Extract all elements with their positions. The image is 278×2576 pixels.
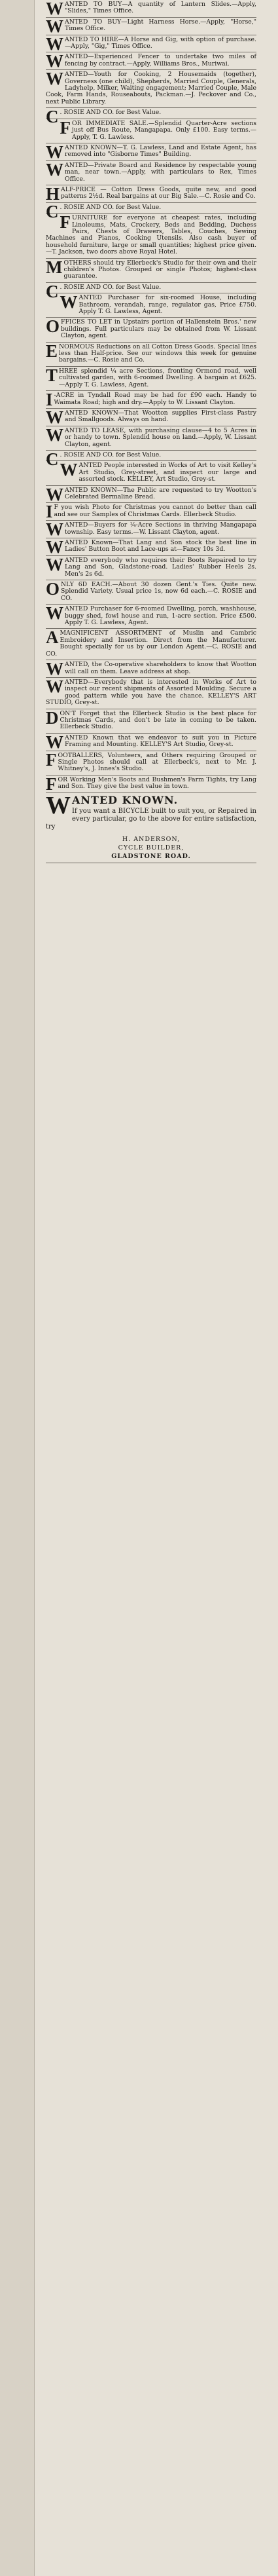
classified-ad — [46, 214, 256, 258]
ad-body: ANTED KNOWN—T. G. Lawless, Land and Estate Agent, has removed into "Gisborne Times" Building. — [65, 143, 256, 159]
classified-ad — [46, 409, 256, 426]
ad-body: ANTED TO BUY—A quantity of Lantern Slides.—Apply, "Slides," Times Office. — [65, 1, 256, 15]
classified-ad — [46, 343, 256, 367]
ad-text — [46, 732, 256, 752]
ad-text — [46, 749, 256, 773]
classified-ad — [46, 660, 256, 678]
ad-drop-cap: W — [46, 519, 63, 540]
ad-body: ANTED Known—That Lang and Son stock the best line in Ladies' Button Boot and Lace-ups at—Fancy 10s 3d. — [65, 539, 256, 553]
classified-ad — [46, 259, 256, 283]
classified-ad — [46, 605, 256, 629]
ad-drop-cap: E — [46, 341, 58, 361]
final-ad-signature-trade: CYCLE BUILDER, — [118, 844, 184, 851]
ad-drop-cap: W — [46, 732, 63, 752]
classified-ad — [46, 70, 256, 108]
ad-body: NLY 6D EACH.—About 30 dozen Gent.'s Ties. Quite new. Splendid Variety. Usual price 1s, now 6d each.—C. ROSIE and CO. — [61, 581, 256, 602]
classified-ad — [46, 709, 256, 734]
ad-text — [46, 659, 256, 679]
ad-body: NORMOUS Reductions on all Cotton Dress Goods. Special lines less than Half-price. See our windows this week for genuine bargains.—C. Rosie and Co. — [59, 343, 256, 364]
final-ad-signature-name: H. ANDERSON, — [122, 835, 181, 843]
ad-text — [46, 159, 256, 183]
classified-ad — [46, 486, 256, 504]
ad-text — [46, 201, 256, 221]
classified-ad — [46, 143, 256, 161]
classified-ad — [46, 391, 256, 409]
ad-text — [46, 502, 256, 522]
ad-body: F you wish Photo for Christmas you cannot do better than call and see our Samples of Christmas Cards. Ellerbeck Studio. — [54, 504, 256, 518]
ad-body: ANTED everybody who requires their Boots Repaired to try Lang and Son, Gladstone-road. Ladies' Rubber Heels 2s. Men's 2s 6d. — [65, 556, 256, 578]
ad-text — [46, 484, 256, 504]
ad-drop-cap: H — [46, 183, 60, 204]
ad-drop-cap: W — [46, 424, 63, 445]
classified-ad — [46, 161, 256, 185]
classified-ad — [46, 107, 256, 127]
ad-body: ALF-PRICE — Cotton Dress Goods, quite new, and good patterns 2½d. Real bargains at our Big Sale.—C. Rosie and Co. — [61, 185, 256, 200]
ad-drop-cap: W — [46, 603, 63, 624]
ad-text — [46, 33, 256, 54]
ad-drop-cap: W — [46, 141, 63, 162]
ad-body: ANTED, the Co-operative shareholders to know that Wootton will call on them. Leave address at shop. — [65, 661, 256, 675]
ad-body: ANTED—Youth for Cooking, 2 Housemaids (together), Governess (one child), Shepherds, Married Couple, Generals, Ladyhelp, Milker, Waiting engagement; Married Couple, Male Cook, Farm Hands, Rouseabouts, Packman.—J. Peckover and Co., next Public Library. — [46, 71, 256, 105]
ad-drop-cap: A — [46, 627, 59, 648]
ad-body: URNITURE for everyone at cheapest rates, including Linoleums, Mats, Crockery, Beds and Bedding, Duchess Pairs, Chests of Drawers, Tables, Couches, Sewing Machines and Pianos, Cooking Utensils. Also cash buyer of household furniture, large or small quantities; highest price given.—T. Jackson, two doors above Royal Hotel. — [46, 214, 256, 256]
ad-body: . ROSIE AND CO. for Best Value. — [60, 109, 162, 117]
ad-text — [46, 51, 256, 71]
ad-text — [46, 554, 256, 578]
ad-text — [46, 281, 256, 301]
ad-body: ANTED—Everybody that is interested in Works of Art to inspect our recent shipments of Assorted Moulding. Secure a good pattern while you have the chance. KELLEY'S ART STUDIO, Grey-st. — [46, 678, 256, 707]
ad-body: ANTED Purchaser for six-roomed House, including Bathroom, verandah, range, regulator gas, Price £750. Apply T. G. Lawless, Agent. — [78, 294, 256, 316]
classified-ad — [46, 775, 256, 793]
ad-body: ANTED TO HIRE—A Horse and Gig, with option of purchase.—Apply, "Gig," Times Office. — [65, 35, 256, 50]
classified-ad — [46, 185, 256, 203]
ad-text — [46, 774, 256, 794]
ad-text — [46, 16, 256, 36]
ad-body: ANTED TO LEASE, with purchasing clause—4 to 5 Acres in or handy to town. Splendid house on land.—Apply, W. Lissant Clayton, agent. — [65, 426, 256, 448]
ad-body: OR Working Men's Boots and Bushmen's Farm Tights, try Lang and Son. They give the best value in town. — [58, 775, 256, 791]
ad-body: . ROSIE AND CO. for Best Value. — [60, 451, 162, 458]
ad-text — [46, 183, 256, 204]
ad-body: ANTED Purchaser for 6-roomed Dwelling, porch, washhouse, buggy shed, fowl house and run, 1-acre section. Price £500. Apply T. G. Lawless, Agent. — [65, 605, 256, 627]
ad-text — [46, 676, 256, 707]
ad-body: ANTED—Buyers for ¼-Acre Sections in thriving Mangapapa township. Easy terms.—W. Lissant Clayton, agent. — [65, 521, 256, 536]
ad-text — [46, 117, 256, 141]
ad-drop-cap: F — [60, 117, 71, 138]
ad-drop-cap: W — [46, 159, 63, 179]
ad-text — [46, 341, 256, 364]
classified-ad — [46, 734, 256, 751]
ad-text — [46, 537, 256, 557]
ad-body: -ACRE in Tyndall Road may be had for £90 each. Handy to Waimata Road; high and dry.—Apply to W. Lissant Clayton. — [54, 392, 256, 406]
ad-text — [46, 316, 256, 340]
ad-body: ANTED—Experienced Fencer to undertake two miles of fencing by contract.—Apply, Williams Bros., Muriwai. — [65, 53, 256, 67]
ad-drop-cap: C — [46, 449, 59, 469]
ad-drop-cap: W — [46, 676, 63, 696]
ad-drop-cap: W — [60, 460, 78, 480]
ad-body: HREE splendid ¼ acre Sections, fronting Ormond road, well cultivated garden, with 6-roomed Dwelling. A bargain at £625.—Apply T. G. Lawless, Agent. — [59, 367, 256, 388]
ad-drop-cap: F — [46, 774, 57, 794]
ad-drop-cap: I — [46, 502, 53, 522]
ad-text — [46, 0, 256, 18]
classified-ad — [46, 629, 256, 660]
ad-body: ANTED KNOWN—The Public are requested to try Wootton's Celebrated Bermaline Bread. — [65, 486, 256, 500]
classified-ad — [46, 580, 256, 605]
ad-drop-cap: W — [46, 537, 63, 557]
classified-ad — [46, 426, 256, 451]
ad-drop-cap: T — [46, 365, 58, 385]
classified-ad — [46, 119, 256, 143]
ad-drop-cap: W — [46, 69, 63, 89]
ad-drop-cap: W — [46, 0, 63, 18]
ad-drop-cap: F — [60, 212, 71, 233]
classified-ad — [46, 201, 256, 221]
classified-ad — [46, 538, 256, 556]
ad-body: ANTED TO BUY—Light Harness Horse.—Apply, "Horse," Times Office. — [65, 18, 256, 33]
ad-body: ANTED People interested in Works of Art to visit Kelley's Art Studio, Grey-street, and inspect our large and assorted stock. KELLEY, Art Studio, Grey-st. — [78, 462, 256, 483]
classified-ad — [46, 35, 256, 53]
ads-list — [46, 0, 256, 793]
classified-ad — [46, 521, 256, 538]
ad-drop-cap: C — [46, 107, 59, 127]
page-edge-margin — [0, 0, 35, 2576]
ad-text — [46, 462, 256, 483]
ad-body: ANTED KNOWN—That Wootton supplies First-class Pastry and Smallgoods. Always on hand. — [65, 409, 256, 424]
classified-ad — [46, 52, 256, 70]
classified-ad — [46, 556, 256, 580]
final-ad-title: ANTED KNOWN. — [72, 793, 179, 806]
ad-body: OTHERS should try Ellerbeck's Studio for their own and their children's Photos. Grouped or single Photos; highest-class guarantee. — [63, 259, 256, 280]
ad-drop-cap: W — [46, 554, 63, 574]
ad-body: OOTBALLERS, Volunteers, and Others requiring Grouped or Single Photos should call at Ellerbeck's, next to Mr. J. Whitney's, J. Innes's Studio. — [58, 751, 256, 773]
ad-drop-cap: W — [46, 16, 63, 36]
classified-ads-column — [46, 0, 256, 2576]
classified-ad — [46, 293, 256, 318]
ad-text — [46, 365, 256, 388]
ad-text — [46, 257, 256, 280]
ad-body: OR IMMEDIATE SALE.—Splendid Quarter-Acre sections just off Bus Route, Mangapapa. Only £100. Easy terms.—Apply, T. G. Lawless. — [72, 119, 256, 141]
ad-text — [46, 449, 256, 469]
classified-ad — [46, 0, 256, 18]
ad-drop-cap: W — [46, 659, 63, 679]
ad-text — [46, 627, 256, 658]
ad-body: ANTED Known that we endeavor to suit you in Picture Framing and Mounting. KELLEY'S Art Studio, Grey-st. — [65, 734, 256, 749]
ad-text — [46, 107, 256, 127]
ad-text — [46, 603, 256, 627]
classified-ad — [46, 367, 256, 391]
classified-ad — [46, 318, 256, 342]
ad-body: . ROSIE AND CO. for Best Value. — [60, 203, 162, 211]
classified-ad — [46, 678, 256, 709]
ad-body: ON'T Forget that the Ellerbeck Studio is the best place for Christmas Cards, and don't be late in coming to be taken. Ellerbeck Studio. — [60, 709, 256, 731]
ad-text — [46, 579, 256, 602]
ad-drop-cap: W — [60, 292, 78, 312]
ad-body: FFICES TO LET in Upstairs portion of Hallenstein Bros.' new buildings. Full particulars may be obtained from W. Lissant Clayton, agent. — [61, 318, 256, 340]
ad-drop-cap: W — [46, 33, 63, 54]
ad-text — [46, 212, 256, 256]
ad-drop-cap: O — [46, 579, 60, 599]
ad-drop-cap: C — [46, 201, 59, 221]
ad-body: . ROSIE AND CO. for Best Value. — [60, 283, 162, 291]
ad-text — [46, 141, 256, 162]
ad-text — [46, 707, 256, 731]
ad-text — [46, 407, 256, 427]
ad-text — [46, 71, 256, 105]
classified-ad — [46, 751, 256, 775]
ad-drop-cap: M — [46, 257, 63, 277]
ad-drop-cap: W — [46, 407, 63, 427]
final-ad-body: If you want a BICYCLE built to suit you, or Repaired in every particular, go to the above for entire satisfaction, try — [46, 807, 256, 831]
ad-text — [46, 292, 256, 316]
ad-drop-cap: C — [46, 281, 59, 301]
ad-drop-cap: W — [46, 51, 63, 71]
ad-text — [46, 519, 256, 540]
classified-ad — [46, 461, 256, 485]
ad-text — [46, 390, 256, 410]
classified-ad — [46, 503, 256, 521]
final-ad-signature-address: GLADSTONE ROAD. — [111, 852, 191, 860]
final-ad-anderson — [46, 793, 256, 863]
ad-drop-cap: D — [46, 707, 59, 728]
ad-body: ANTED—Private Board and Residence by respectable young man, near town.—Apply, with particulars to Rex, Times Office. — [65, 161, 256, 183]
ad-body: MAGNIFICENT ASSORTMENT of Muslin and Cambric Embroidery and Insertion. Direct from the Manufacturer. Bought specially for us by our London Agent.—C. ROSIE and CO. — [46, 629, 256, 658]
final-ad-drop-cap: W — [46, 791, 71, 819]
ad-drop-cap: I — [46, 390, 53, 410]
ad-text — [46, 424, 256, 448]
classified-ad — [46, 18, 256, 35]
ad-drop-cap: W — [46, 484, 63, 504]
ad-drop-cap: O — [46, 316, 60, 337]
ad-drop-cap: F — [46, 749, 57, 770]
